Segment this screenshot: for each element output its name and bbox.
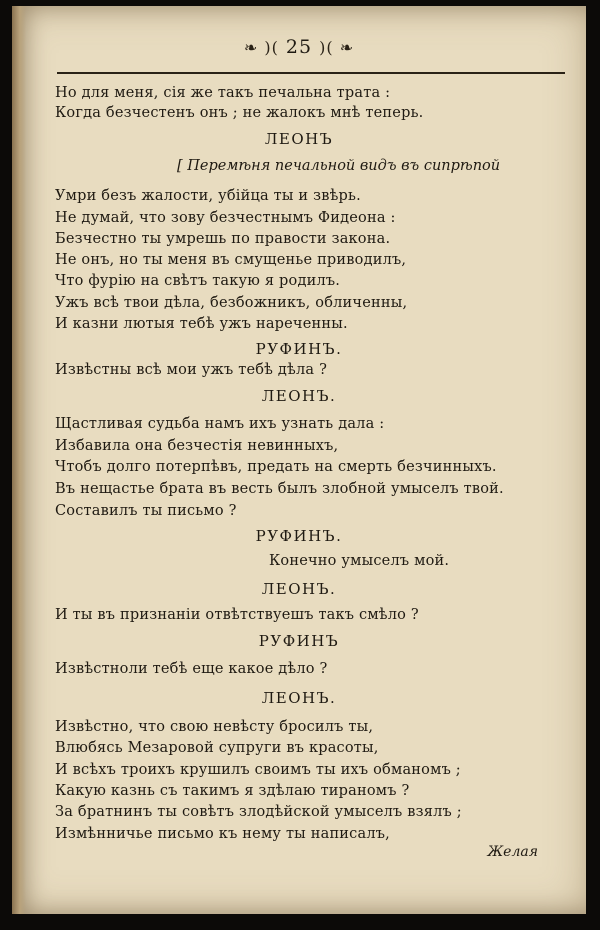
verse-line: Когда безчестенъ онъ ; не жалокъ мнѣ теперь. (55, 105, 424, 121)
verse-line: Не думай, что зову безчестнымъ Фидеона : (55, 210, 396, 226)
verse-line: Что фурію на свѣтъ такую я родилъ. (55, 273, 341, 289)
verse-line: Ужъ всѣ твои дѣла, безбожникъ, обличенны, (55, 295, 408, 311)
verse-line: За братнинъ ты совѣтъ злодѣйской умыселъ взялъ ; (55, 804, 462, 820)
stage-direction: [ Перемѣня печальной видъ въ сипрѣпой (177, 158, 501, 174)
speaker-name: ЛЕОНЪ. (261, 387, 337, 405)
text-block (12, 6, 586, 914)
catchword: Желая (487, 844, 538, 860)
verse-line: И ты въ признаніи отвѣтствуешъ такъ смѣло ? (55, 607, 419, 623)
verse-line: Извѣстны всѣ мои ужъ тебѣ дѣла ? (55, 362, 328, 378)
verse-line: Въ нещастье брата въ весть былъ злобной умыселъ твой. (55, 481, 504, 497)
verse-line: Щастливая судьба намъ ихъ узнать дала : (55, 416, 385, 432)
verse-line: Составилъ ты письмо ? (55, 503, 237, 519)
ornament-left-icon: ❧ )( (243, 38, 279, 57)
ornament-right-icon: )( ❧ (319, 38, 355, 57)
speaker-name: РУФИНЪ. (255, 527, 343, 545)
speaker-name: ЛЕОНЪ (264, 130, 334, 148)
verse-line: И казни лютыя тебѣ ужъ нареченны. (55, 316, 348, 332)
verse-line: Не онъ, но ты меня въ смущенье приводилъ, (55, 252, 407, 268)
verse-line: Влюбясь Мезаровой супруги въ красоты, (55, 740, 379, 756)
verse-line: И всѣхъ троихъ крушилъ своимъ ты ихъ обманомъ ; (55, 762, 461, 778)
page-number: 25 (285, 36, 313, 58)
verse-line: Умри безъ жалости, убійца ты и звѣрь. (55, 188, 361, 204)
speaker-name: ЛЕОНЪ. (261, 580, 337, 598)
speaker-name: РУФИНЪ (258, 632, 340, 650)
verse-line: Извѣстноли тебѣ еще какое дѣло ? (55, 661, 328, 677)
verse-line: Какую казнь съ такимъ я здѣлаю тираномъ ? (55, 783, 410, 799)
verse-line: Измѣнничье письмо къ нему ты написалъ, (55, 826, 390, 842)
verse-line: Безчестно ты умрешь по правости закона. (55, 231, 391, 247)
verse-line: Избавила она безчестія невинныхъ, (55, 438, 339, 454)
book-page (12, 6, 586, 914)
verse-line: Чтобъ долго потерпѣвъ, предать на смерть безчинныхъ. (55, 459, 497, 475)
verse-line: Конечно умыселъ мой. (269, 553, 450, 569)
verse-line: Но для меня, сія же такъ печальна трата : (55, 85, 391, 101)
speaker-name: ЛЕОНЪ. (261, 689, 337, 707)
verse-line: Извѣстно, что свою невѣсту бросилъ ты, (55, 719, 374, 735)
speaker-name: РУФИНЪ. (255, 340, 343, 358)
